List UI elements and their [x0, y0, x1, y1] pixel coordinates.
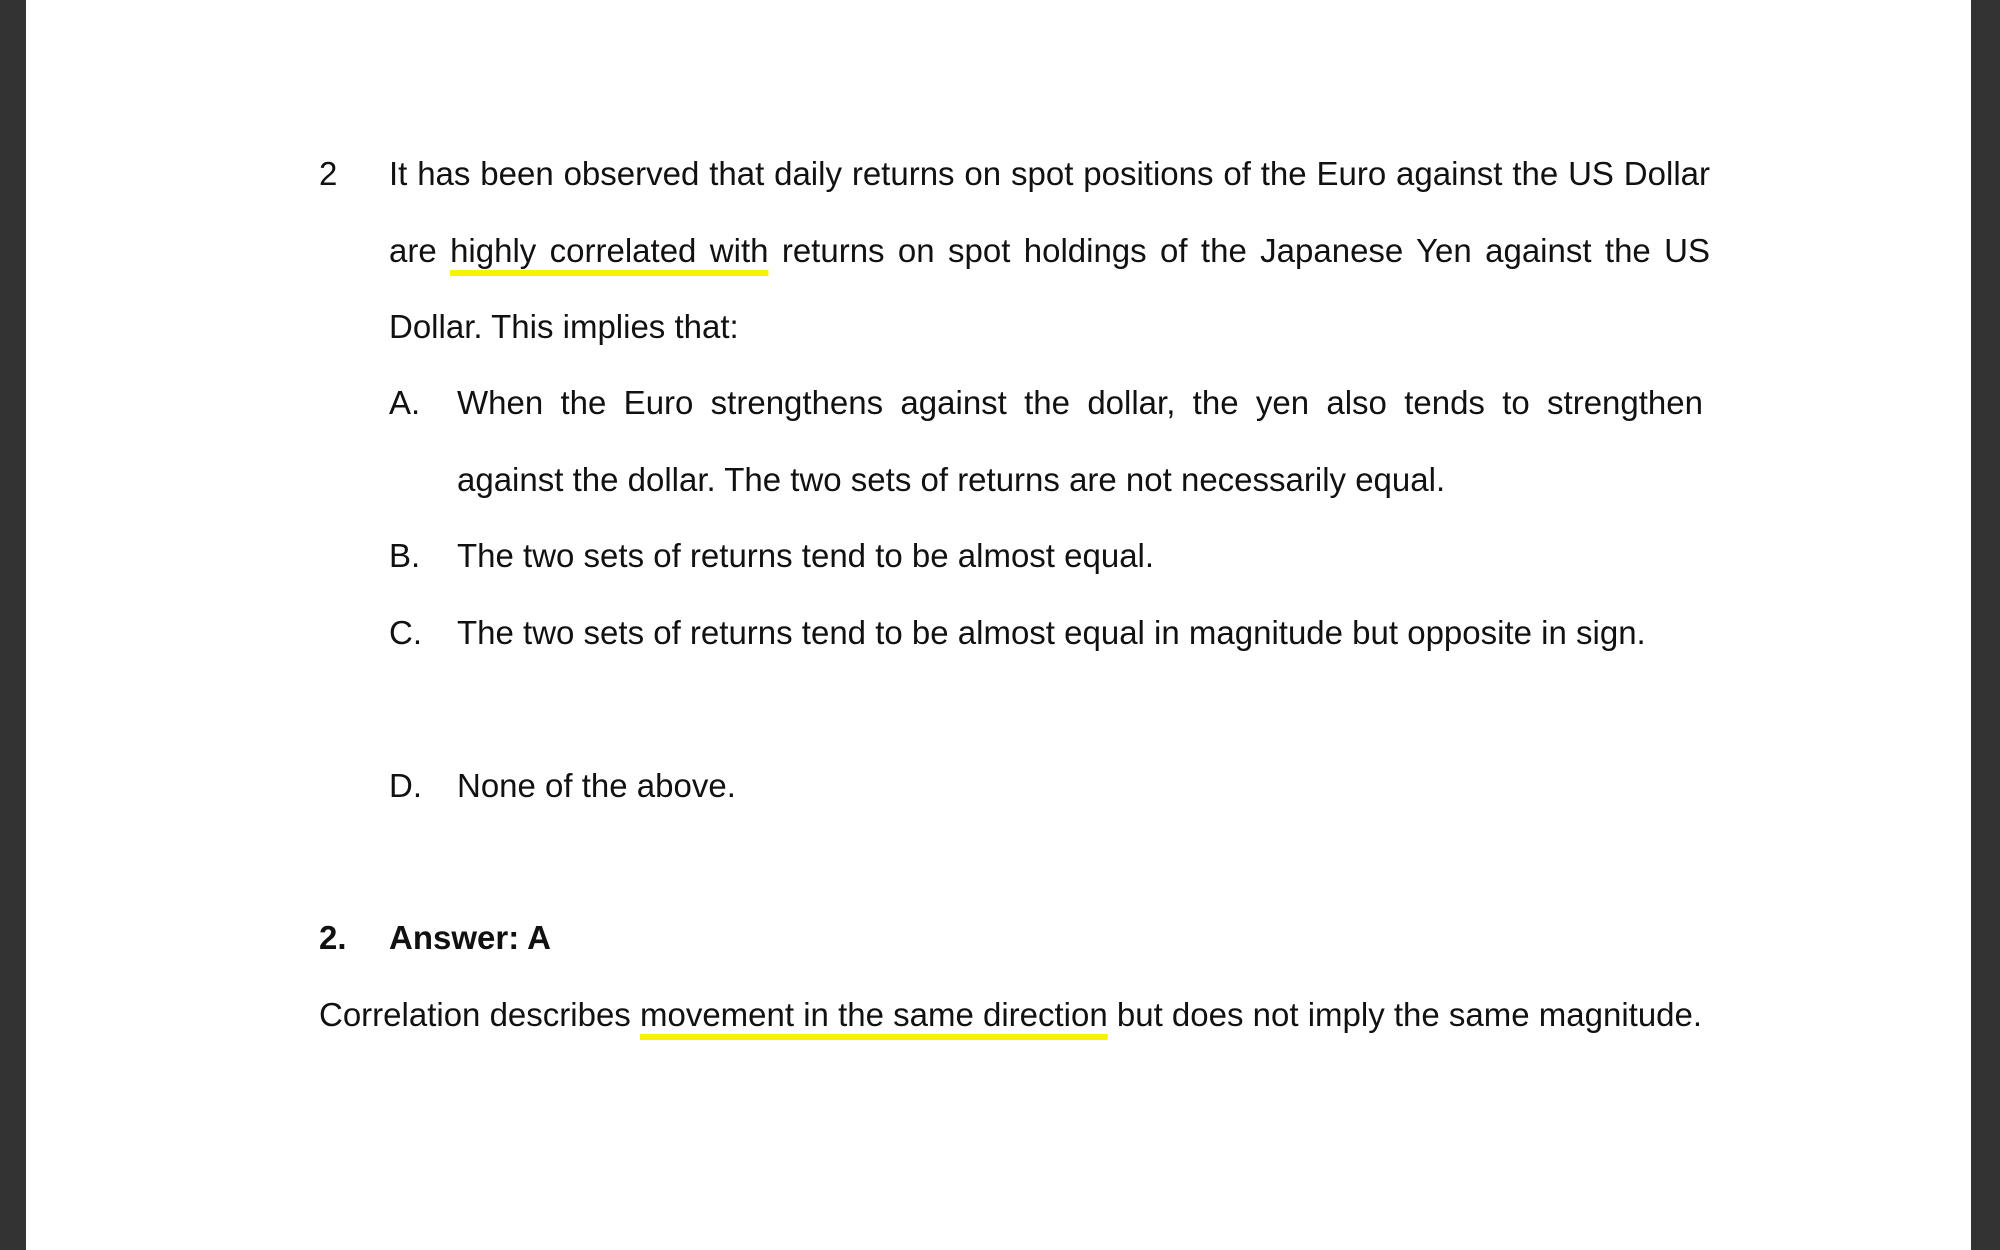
option-d-letter: D.: [389, 767, 422, 804]
answer-explanation: [319, 977, 1703, 1054]
highlighted-phrase: highly correlated with: [450, 231, 769, 269]
option-a-text: When the Euro strengthens against the dollar, the yen also tends to strengthen against the dollar. The two sets of returns are not necessarily equal.: [457, 384, 1703, 498]
document-page: [26, 0, 1971, 1250]
option-d-text: None of the above.: [457, 767, 736, 804]
explanation-text: Correlation describes: [319, 996, 640, 1033]
highlighted-phrase: movement in the same direction: [639, 996, 1108, 1033]
explanation-text: but does not imply the same magnitude.: [1107, 996, 1703, 1033]
answer-number: 2.: [319, 919, 347, 956]
question-number: 2: [319, 155, 338, 192]
left-frame: [0, 0, 26, 1250]
question-stem-text: returns on spot holdings of the Japanese Yen against the US Dollar. This implies that:: [389, 231, 1710, 345]
option-c-letter: C.: [389, 614, 422, 651]
option-a-letter: A.: [389, 384, 421, 421]
option-b-text: The two sets of returns tend to be almost equal.: [457, 537, 1155, 574]
answer-label: Answer: A: [389, 919, 551, 956]
right-frame: [1971, 0, 2000, 1250]
question-stem-text: It has been observed that daily returns on spot positions of the Euro against the US Dollar are: [389, 155, 1710, 269]
option-c-text: The two sets of returns tend to be almost equal in magnitude but opposite in sign.: [457, 614, 1646, 651]
question-stem: [389, 136, 1710, 366]
option-b-letter: B.: [389, 537, 421, 574]
